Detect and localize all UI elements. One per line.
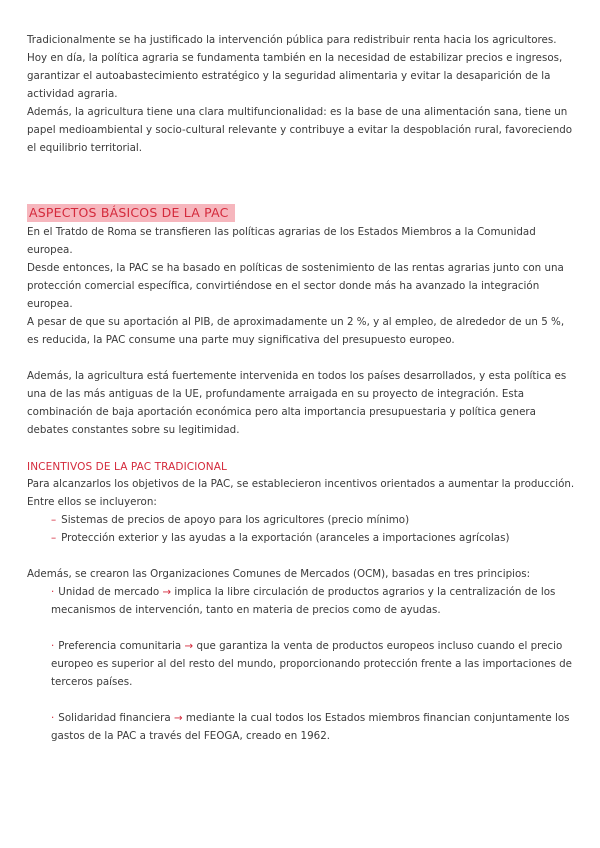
section-heading-aspectos: ASPECTOS BÁSICOS DE LA PAC [27,204,235,222]
section-aspectos [27,204,575,439]
intro-section [27,31,575,157]
principle-desc: implica la libre circulación de productos agrarios y la centralización de los mecanismos de intervención, tanto en materia de precios como de ayudas. [51,586,556,616]
bullet-marker: · [51,586,55,598]
ocm-intro: Además, se crearon las Organizaciones Comunes de Mercados (OCM), basadas en tres principios: [27,568,531,580]
bullet-marker: · [51,712,55,724]
arrow-icon: → [173,712,183,724]
principle-term: Solidaridad financiera [58,712,171,724]
arrow-icon: → [184,640,194,652]
aspectos-paragraph-3: A pesar de que su aportación al PIB, de aproximadamente un 2 %, y al empleo, de alrededor de un 5 %, es reducida, la PAC consume una parte muy significativa del presupuesto europeo. [27,316,565,346]
principle-item [27,637,575,691]
principle-term: Preferencia comunitaria [58,640,182,652]
principle-desc: que garantiza la venta de productos europeos incluso cuando el precio europeo es superior al del resto del mundo, proporcionando protección frente a las importaciones de terceros países. [51,640,572,688]
intro-paragraph-2: Hoy en día, la política agraria se fundamenta también en la necesidad de estabilizar precios e ingresos, garantizar el autoabastecimiento estratégico y la seguridad alimentaria y evitar la desaparición de la actividad agraria. [27,52,563,100]
section-incentivos [27,459,575,745]
incentivos-intro: Para alcanzarlos los objetivos de la PAC, se establecieron incentivos orientados a aumentar la producción. Entre ellos se incluyeron: [27,478,575,508]
principle-desc: mediante la cual todos los Estados miembros financian conjuntamente los gastos de la PAC a través del FEOGA, creado en 1962. [51,712,570,742]
section-heading-incentivos: INCENTIVOS DE LA PAC TRADICIONAL [27,461,227,473]
aspectos-paragraph-1: En el Tratdo de Roma se transfieren las políticas agrarias de los Estados Miembros a la Comunidad europea. [27,226,536,256]
list-item [27,529,575,547]
aspectos-paragraph-2: Desde entonces, la PAC se ha basado en políticas de sostenimiento de las rentas agrarias junto con una protección comercial específica, convirtiéndose en el sector donde más ha avanzado la integración europea. [27,262,564,310]
principle-term: Unidad de mercado [58,586,160,598]
dash-marker: – [51,532,57,544]
list-item-text: Sistemas de precios de apoyo para los agricultores (precio mínimo) [61,514,410,526]
principle-item [27,583,575,619]
dash-marker: – [51,514,57,526]
arrow-icon: → [162,586,172,598]
intro-paragraph-3: Además, la agricultura tiene una clara multifuncionalidad: es la base de una alimentación sana, tiene un papel medioambiental y socio-cultural relevante y contribuye a evitar la despoblación rural, favoreciendo el equilibrio territorial. [27,106,573,154]
aspectos-paragraph-4: Además, la agricultura está fuertemente intervenida en todos los países desarrollados, y esta política es una de las más antiguas de la UE, profundamente arraigada en su proyecto de integración. Esta combinación de baja aportación económica pero alta importancia presupuestaria y política genera debates constantes sobre su legitimidad. [27,370,567,436]
intro-paragraph-1: Tradicionalmente se ha justificado la intervención pública para redistribuir renta hacia los agricultores. [27,34,557,46]
list-item [27,511,575,529]
principle-item [27,709,575,745]
list-item-text: Protección exterior y las ayudas a la exportación (aranceles a importaciones agrícolas) [61,532,510,544]
bullet-marker: · [51,640,55,652]
